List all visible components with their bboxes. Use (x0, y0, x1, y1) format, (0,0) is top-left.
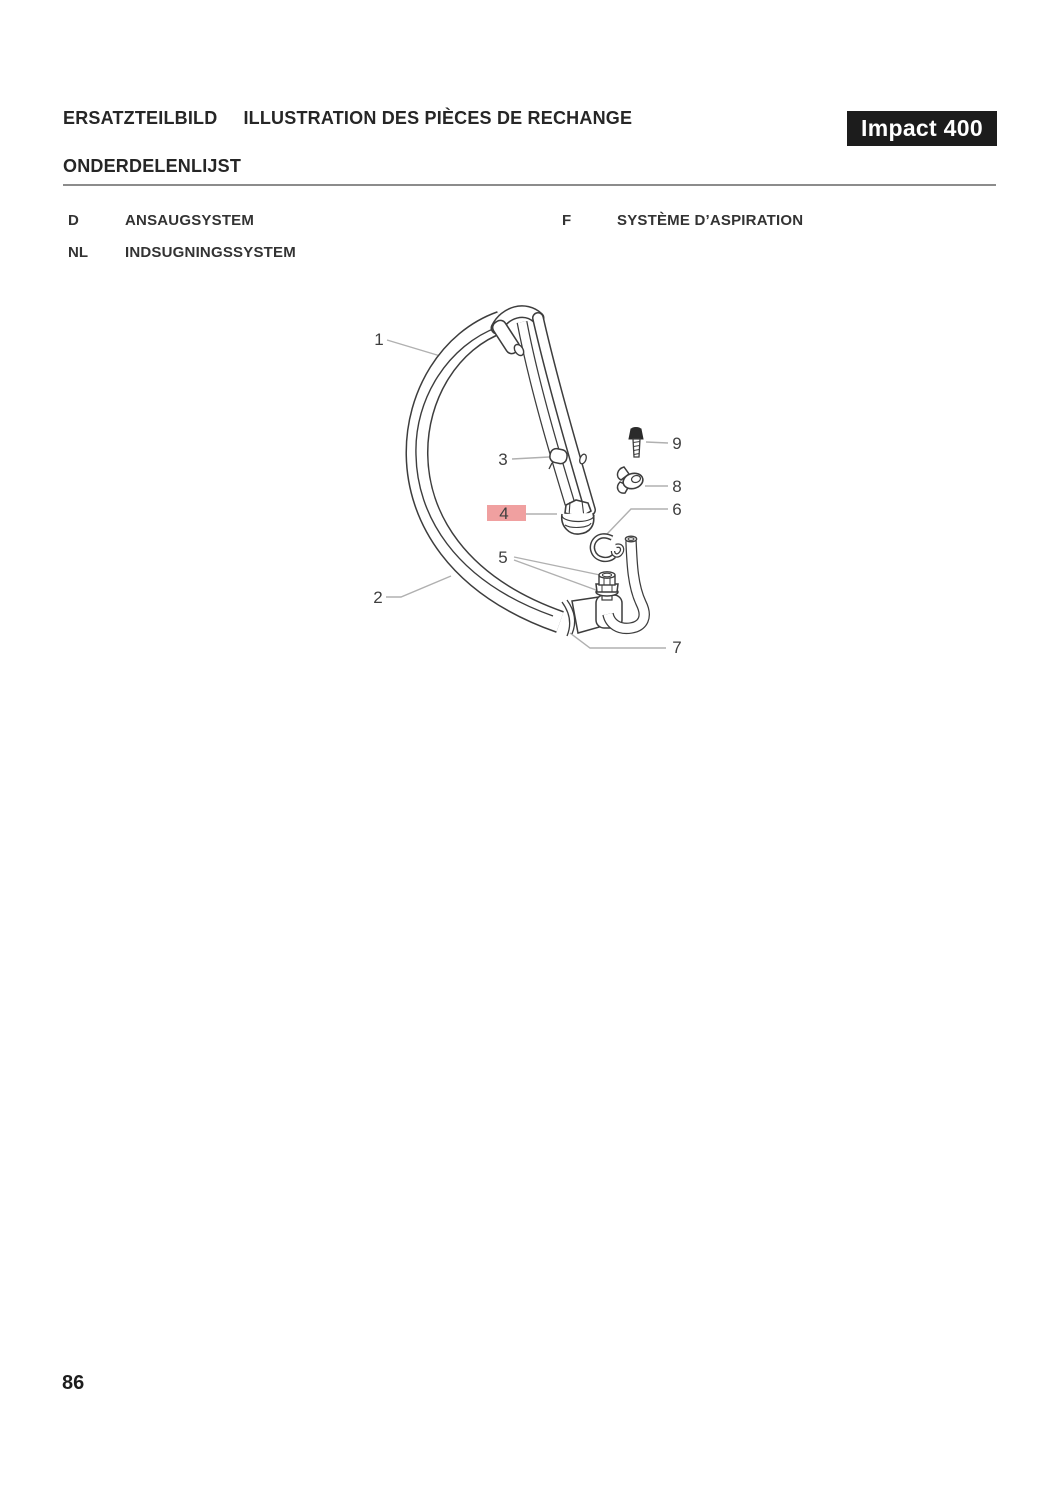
header-title-de: ERSATZTEILBILD (63, 108, 218, 128)
parts-diagram (360, 295, 710, 670)
part-label-1: 1 (374, 330, 384, 349)
wing-nut (617, 467, 644, 493)
header-title-fr: ILLUSTRATION DES PIÈCES DE RECHANGE (243, 108, 633, 128)
lang-label-d: ANSAUGSYSTEM (125, 212, 255, 229)
part-label-2: 2 (373, 588, 383, 607)
lang-code-d: D (68, 212, 79, 229)
product-badge (847, 111, 997, 146)
part-label-3: 3 (498, 450, 508, 469)
lang-code-nl: NL (68, 244, 88, 261)
lang-label-nl: INDSUGNINGSSYSTEM (125, 244, 296, 261)
tube-nut-cap (562, 500, 594, 534)
product-badge-label: Impact 400 (861, 115, 983, 141)
lang-label-f: SYSTÈME D’ASPIRATION (617, 212, 804, 229)
header-title-nl: ONDERDELENLIJST (63, 156, 242, 176)
header-divider (63, 184, 996, 186)
suction-hose (416, 322, 560, 622)
part-label-7: 7 (672, 638, 682, 657)
part-label-5: 5 (498, 548, 508, 567)
part-label-4: 4 (499, 504, 509, 523)
screw (629, 427, 643, 457)
retaining-clip (592, 536, 622, 560)
page-number: 86 (62, 1372, 85, 1394)
part-label-8: 8 (672, 477, 682, 496)
part-label-9: 9 (672, 434, 682, 453)
page-header (63, 108, 632, 129)
part-label-6: 6 (672, 500, 682, 519)
lang-code-f: F (562, 212, 572, 229)
